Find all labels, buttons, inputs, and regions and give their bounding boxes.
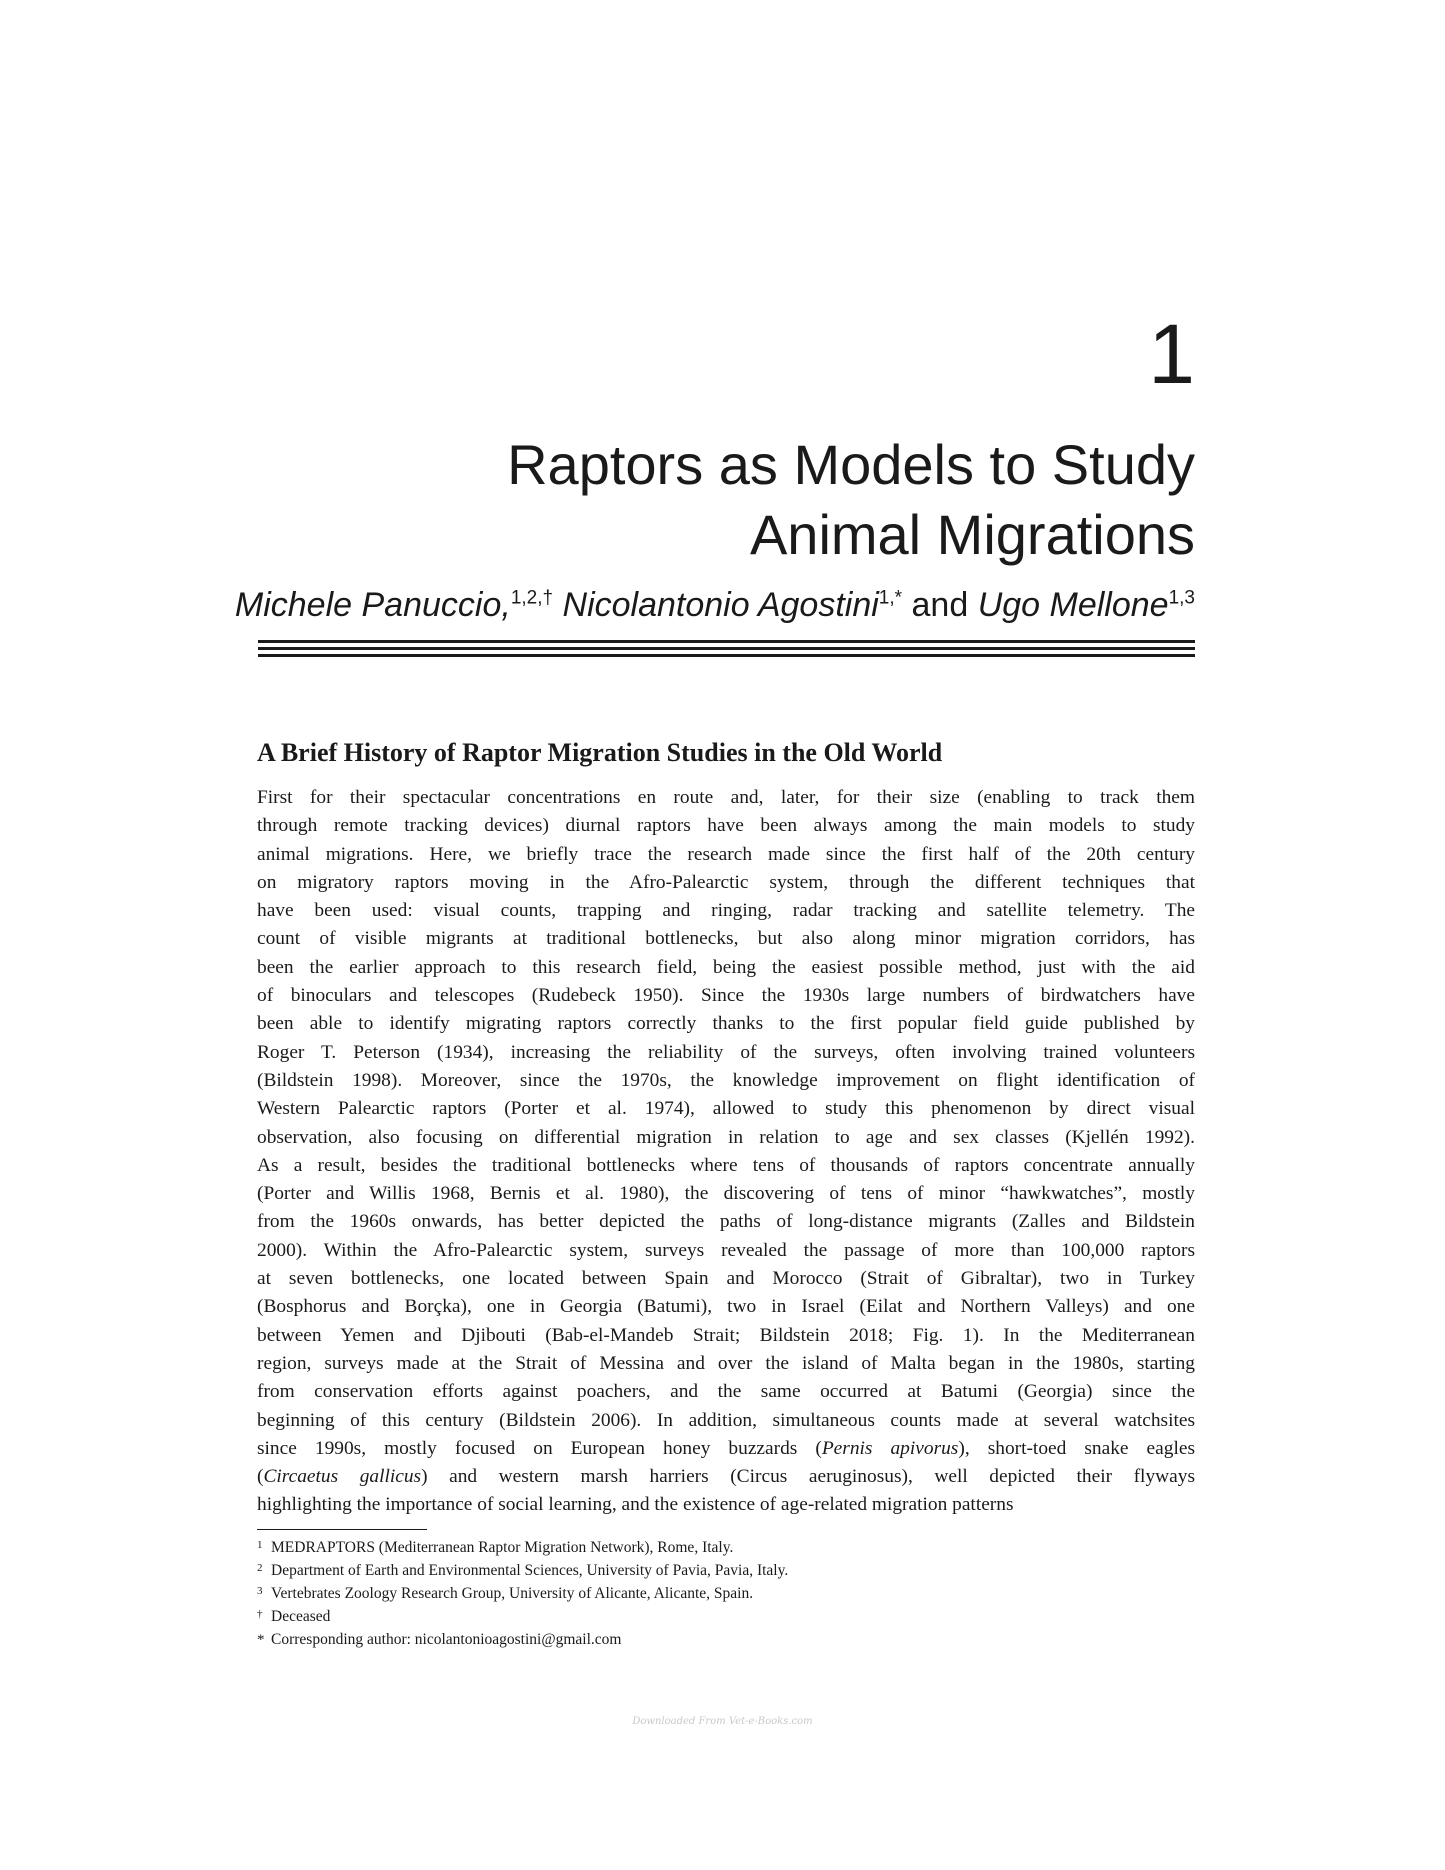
chapter-title-line: Animal Migrations bbox=[749, 503, 1195, 566]
body-line: from conservation efforts against poachers, and the same occurred at Batumi (Georgia) since the bbox=[257, 1381, 1195, 1403]
author-name: Nicolantonio Agostini bbox=[562, 586, 879, 624]
footnote-text: Department of Earth and Environmental Sciences, University of Pavia, Pavia, Italy. bbox=[271, 1562, 789, 1579]
body-line: highlighting the importance of social learning, and the existence of age-related migration patterns bbox=[257, 1494, 1014, 1516]
author-affiliation: 1,2,† bbox=[510, 587, 554, 609]
footnote-mark: 1 bbox=[257, 1539, 263, 1551]
body-line: (Circaetus gallicus) and western marsh harriers (Circus aeruginosus), well depicted their flyways bbox=[257, 1466, 1195, 1488]
divider-rule bbox=[258, 654, 1195, 657]
footnote-text: Corresponding author: nicolantonioagostini@gmail.com bbox=[271, 1631, 622, 1648]
footnote-mark: 2 bbox=[257, 1562, 263, 1574]
section-heading: A Brief History of Raptor Migration Studies in the Old World bbox=[257, 738, 943, 767]
body-line: beginning of this century (Bildstein 2006). In addition, simultaneous counts made at several watchsites bbox=[257, 1409, 1195, 1431]
body-line: count of visible migrants at traditional bottlenecks, but also along minor migration corridors, has bbox=[257, 928, 1195, 950]
body-line: been able to identify migrating raptors correctly thanks to the first popular field guide published by bbox=[257, 1013, 1195, 1035]
body-line: Roger T. Peterson (1934), increasing the reliability of the surveys, often involving trained volunteers bbox=[257, 1041, 1195, 1063]
body-text bbox=[257, 784, 1195, 1520]
footnote-text: Deceased bbox=[271, 1608, 331, 1625]
footnote-separator bbox=[257, 1529, 427, 1530]
footnote-mark: † bbox=[257, 1608, 263, 1620]
body-line: been the earlier approach to this research field, being the easiest possible method, just with the aid bbox=[257, 956, 1195, 978]
author-list bbox=[195, 582, 1195, 628]
divider-rule bbox=[258, 640, 1195, 643]
body-line: (Porter and Willis 1968, Bernis et al. 1980), the discovering of tens of minor “hawkwatches”, mostly bbox=[257, 1183, 1195, 1205]
body-line: First for their spectacular concentrations en route and, later, for their size (enabling to track them bbox=[257, 787, 1195, 808]
chapter-number: 1 bbox=[1148, 307, 1195, 401]
chapter-title-line: Raptors as Models to Study bbox=[507, 433, 1195, 496]
footnote bbox=[257, 1559, 1157, 1582]
author-affiliation: 1,3 bbox=[1168, 587, 1195, 609]
footnotes bbox=[257, 1536, 1157, 1652]
footnote bbox=[257, 1582, 1157, 1605]
footnote-mark: * bbox=[257, 1632, 265, 1648]
body-line: animal migrations. Here, we briefly trace the research made since the first half of the 20th century bbox=[257, 843, 1195, 865]
body-line: (Bildstein 1998). Moreover, since the 1970s, the knowledge improvement on flight identification of bbox=[257, 1069, 1195, 1091]
body-line: at seven bottlenecks, one located between Spain and Morocco (Strait of Gibraltar), two in Turkey bbox=[257, 1268, 1195, 1290]
body-line: have been used: visual counts, trapping and ringing, radar tracking and satellite telemetry. The bbox=[257, 900, 1195, 922]
body-line: observation, also focusing on differential migration in relation to age and sex classes (Kjellén 1992). bbox=[257, 1126, 1195, 1148]
author-conjunction: and bbox=[911, 586, 969, 624]
body-line: 2000). Within the Afro-Palearctic system, surveys revealed the passage of more than 100,000 raptors bbox=[257, 1239, 1195, 1261]
body-line: region, surveys made at the Strait of Messina and over the island of Malta began in the 1980s, starting bbox=[257, 1352, 1195, 1374]
author-affiliation: 1,* bbox=[878, 587, 903, 609]
body-line: between Yemen and Djibouti (Bab-el-Mandeb Strait; Bildstein 2018; Fig. 1). In the Mediterranean bbox=[257, 1324, 1195, 1346]
body-line: Western Palearctic raptors (Porter et al. 1974), allowed to study this phenomenon by direct visual bbox=[257, 1098, 1195, 1120]
footnote bbox=[257, 1536, 1157, 1559]
footnote bbox=[257, 1628, 1157, 1652]
body-line: (Bosphorus and Borçka), one in Georgia (Batumi), two in Israel (Eilat and Northern Valleys) and one bbox=[257, 1296, 1195, 1318]
chapter-title bbox=[295, 430, 1195, 570]
author-name: Ugo Mellone bbox=[977, 586, 1169, 624]
body-line: through remote tracking devices) diurnal raptors have been always among the main models to study bbox=[257, 815, 1195, 837]
body-line: As a result, besides the traditional bottlenecks where tens of thousands of raptors concentrate annually bbox=[257, 1154, 1195, 1176]
body-line: since 1990s, mostly focused on European honey buzzards (Pernis apivorus), short-toed snake eagles bbox=[257, 1437, 1195, 1459]
body-line: on migratory raptors moving in the Afro-Palearctic system, through the different techniques that bbox=[257, 871, 1195, 893]
footnote bbox=[257, 1605, 1157, 1628]
divider-rule bbox=[258, 647, 1195, 650]
watermark: Downloaded From Vet-e-Books.com bbox=[632, 1716, 813, 1727]
body-line: from the 1960s onwards, has better depicted the paths of long-distance migrants (Zalles and Bildstein bbox=[257, 1211, 1195, 1233]
footnote-text: MEDRAPTORS (Mediterranean Raptor Migration Network), Rome, Italy. bbox=[271, 1539, 734, 1556]
footnote-text: Vertebrates Zoology Research Group, University of Alicante, Alicante, Spain. bbox=[271, 1585, 754, 1602]
body-line: of binoculars and telescopes (Rudebeck 1950). Since the 1930s large numbers of birdwatchers have bbox=[257, 985, 1195, 1007]
author-name: Michele Panuccio, bbox=[234, 586, 511, 624]
footnote-mark: 3 bbox=[257, 1585, 263, 1597]
title-divider bbox=[258, 640, 1195, 661]
